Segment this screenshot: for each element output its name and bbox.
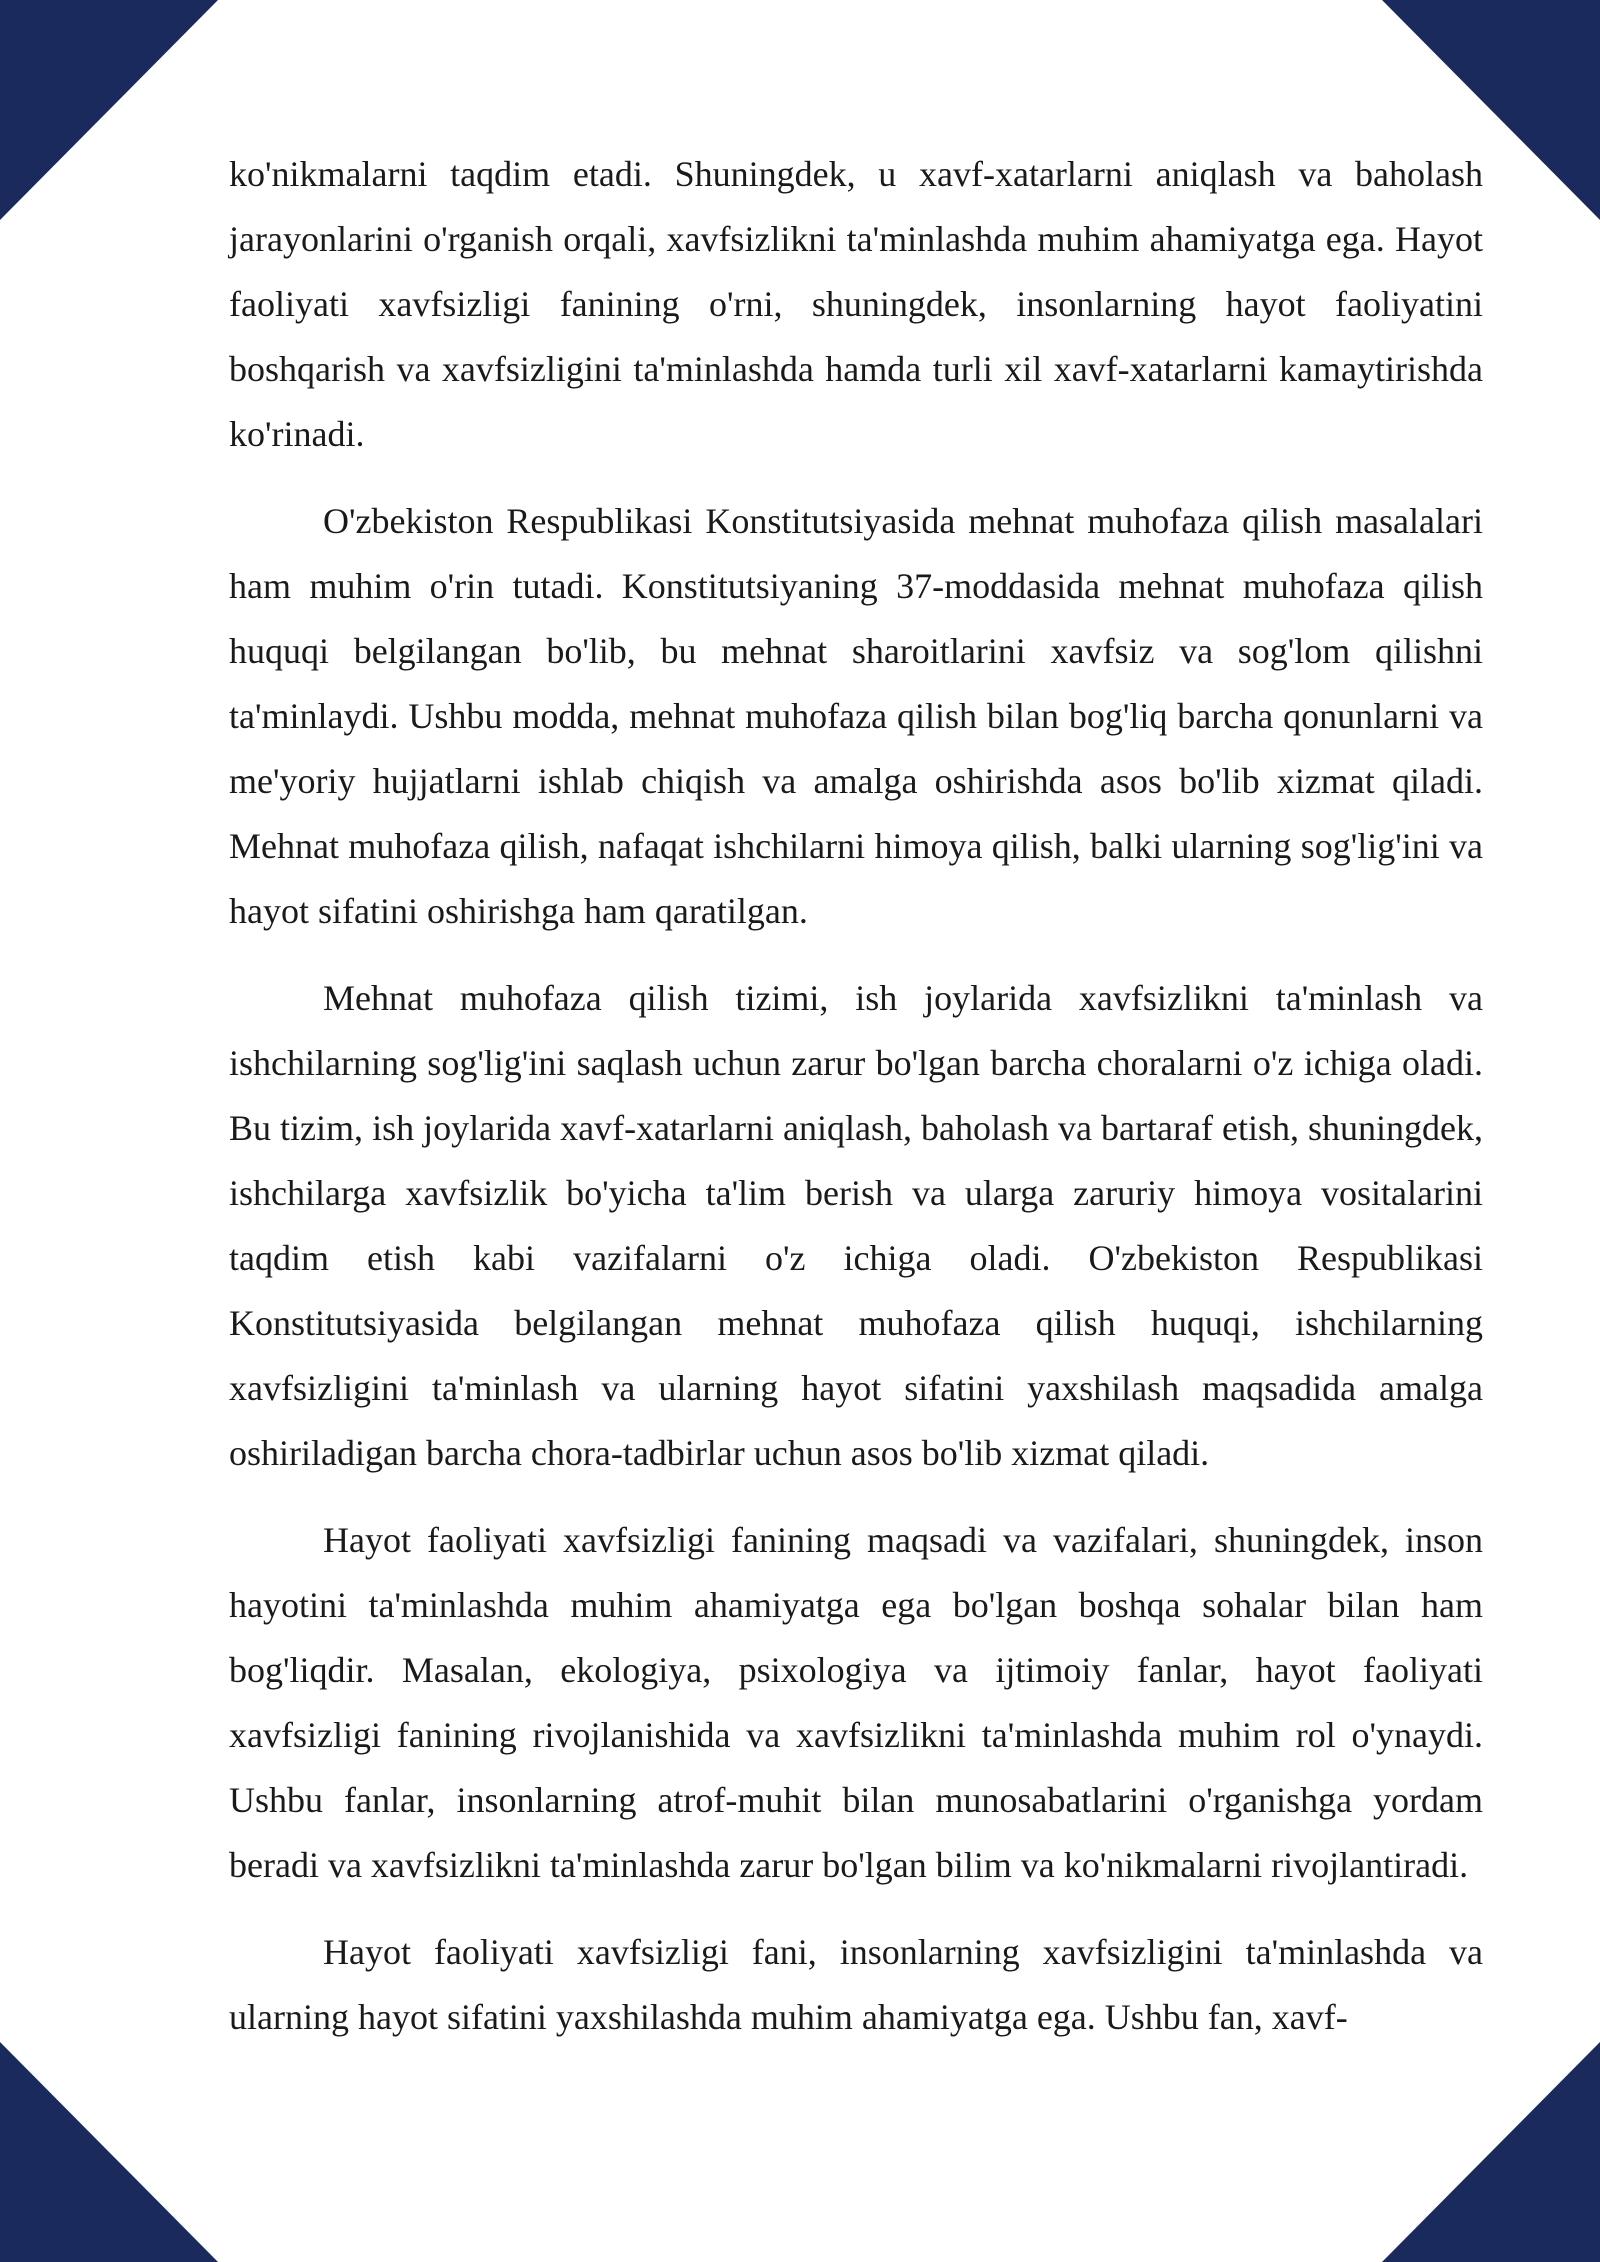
paragraph-2: O'zbekiston Respublikasi Konstitutsiyasida mehnat muhofaza qilish masalalari ham muhim o'rin tutadi. Konstitutsiyaning 37-moddasida mehnat muhofaza qilish huquqi belgilangan bo'lib, bu mehnat sharoitlarini xavfsiz va sog'lom qilishni ta'minlaydi. Ushbu modda, mehnat muhofaza qilish bilan bog'liq barcha qonunlarni va me'yoriy hujjatlarni ishlab chiqish va amalga oshirishda asos bo'lib xizmat qiladi. Mehnat muhofaza qilish, nafaqat ishchilarni himoya qilish, balki ularning sog'lig'ini va hayot sifatini oshirishga ham qaratilgan. [229, 501, 1483, 931]
paragraph-4: Hayot faoliyati xavfsizligi fanining maqsadi va vazifalari, shuningdek, inson hayotini ta'minlashda muhim ahamiyatga ega bo'lgan boshqa sohalar bilan ham bog'liqdir. Masalan, ekologiya, psixologiya va ijtimoiy fanlar, hayot faoliyati xavfsizligi fanining rivojlanishida va xavfsizlikni ta'minlashda muhim rol o'ynaydi. Ushbu fanlar, insonlarning atrof-muhit bilan munosabatlarini o'rganishga yordam beradi va xavfsizlikni ta'minlashda zarur bo'lgan bilim va ko'nikmalarni rivojlantiradi. [229, 1520, 1483, 1885]
document-body [229, 142, 1483, 2072]
corner-decoration-top-left [0, 0, 218, 220]
corner-decoration-bottom-left [0, 2042, 218, 2262]
paragraph-3: Mehnat muhofaza qilish tizimi, ish joylarida xavfsizlikni ta'minlash va ishchilarning sog'lig'ini saqlash uchun zarur bo'lgan barcha choralarni o'z ichiga oladi. Bu tizim, ish joylarida xavf-xatarlarni aniqlash, baholash va bartaraf etish, shuningdek, ishchilarga xavfsizlik bo'yicha ta'lim berish va ularga zaruriy himoya vositalarini taqdim etish kabi vazifalarni o'z ichiga oladi. O'zbekiston Respublikasi Konstitutsiyasida belgilangan mehnat muhofaza qilish huquqi, ishchilarning xavfsizligini ta'minlash va ularning hayot sifatini yaxshilash maqsadida amalga oshiriladigan barcha chora-tadbirlar uchun asos bo'lib xizmat qiladi. [229, 978, 1483, 1473]
corner-decoration-bottom-right [1382, 2042, 1600, 2262]
paragraph-1: ko'nikmalarni taqdim etadi. Shuningdek, u xavf-xatarlarni aniqlash va baholash jarayonlarini o'rganish orqali, xavfsizlikni ta'minlashda muhim ahamiyatga ega. Hayot faoliyati xavfsizligi fanining o'rni, shuningdek, insonlarning hayot faoliyatini boshqarish va xavfsizligini ta'minlashda hamda turli xil xavf-xatarlarni kamaytirishda ko'rinadi. [229, 154, 1483, 454]
paragraph-5: Hayot faoliyati xavfsizligi fani, insonlarning xavfsizligini ta'minlashda va ularning hayot sifatini yaxshilashda muhim ahamiyatga ega. Ushbu fan, xavf- [229, 1932, 1483, 2037]
